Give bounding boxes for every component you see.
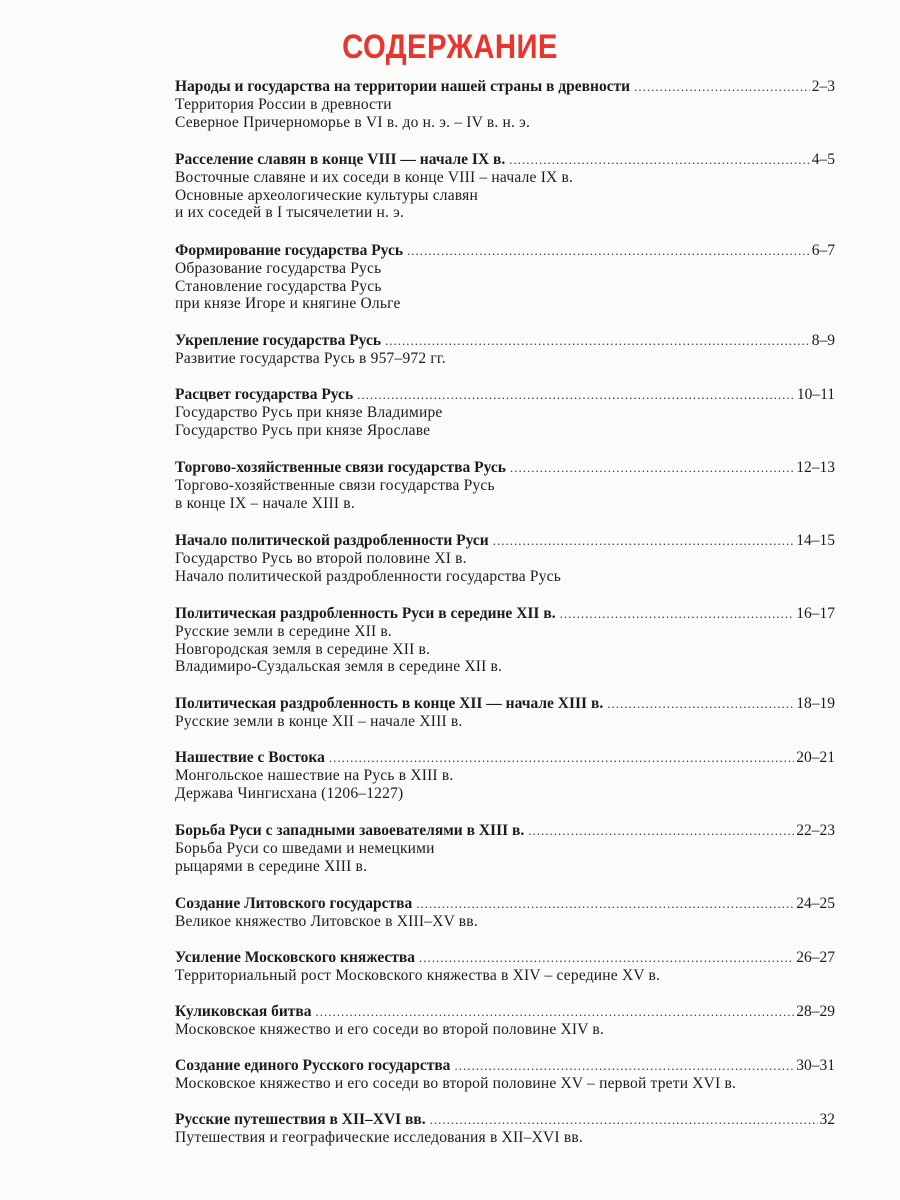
toc-page-number: 18–19 — [796, 695, 835, 712]
toc-subtopic: Путешествия и географические исследования в XII–XVI вв. — [175, 1129, 583, 1146]
toc-heading-row — [175, 1057, 835, 1075]
dot-leader — [329, 749, 794, 767]
toc-heading-row — [175, 822, 835, 840]
toc-heading-row — [175, 949, 835, 967]
toc-page-number: 16–17 — [796, 605, 835, 622]
toc-subtopic: Государство Русь при князе Владимире — [175, 404, 443, 421]
toc-subtopic: Русские земли в конце XII – начале XIII в. — [175, 713, 463, 730]
toc-page-number: 24–25 — [796, 895, 835, 912]
toc-subtopic: Московское княжество и его соседи во второй половине XV – первой трети XVI в. — [175, 1075, 737, 1092]
toc-page-number: 26–27 — [796, 949, 835, 966]
toc-subtopic: при князе Игоре и княгине Ольге — [175, 295, 401, 312]
dot-leader — [454, 1057, 794, 1075]
toc-heading: Расселение славян в конце VIII — начале IX в. — [175, 151, 506, 168]
toc-heading-row — [175, 695, 835, 713]
toc-subtopic: Образование государства Русь — [175, 260, 382, 277]
toc-heading-row — [175, 532, 835, 550]
toc-page-number: 28–29 — [796, 1003, 835, 1020]
toc-entry — [175, 695, 835, 731]
toc-heading: Расцвет государства Русь — [175, 386, 354, 403]
toc-subtopic: Государство Русь при князе Ярославе — [175, 421, 431, 439]
toc-subtopic: Торгово-хозяйственные связи государства Русь — [175, 477, 495, 494]
dot-leader — [407, 242, 810, 260]
toc-entry — [175, 895, 835, 931]
toc-page-number: 30–31 — [796, 1057, 835, 1074]
toc-subtopic: Новгородская земля в середине XII в. — [175, 640, 431, 658]
toc-entry — [175, 532, 835, 585]
dot-leader — [419, 949, 794, 967]
dot-leader — [385, 332, 810, 350]
toc-subtopic: Борьба Руси со шведами и немецкими — [175, 840, 435, 857]
toc-heading-row — [175, 332, 835, 350]
toc-heading-row — [175, 459, 835, 477]
toc-heading-row — [175, 1003, 835, 1021]
toc-subtopic: в конце IX – начале XIII в. — [175, 494, 355, 512]
toc-heading-row — [175, 605, 835, 623]
toc-entry — [175, 822, 835, 875]
toc-heading: Политическая раздробленность в конце XII — начале XIII в. — [175, 695, 604, 712]
dot-leader — [430, 1111, 818, 1129]
toc-heading: Торгово-хозяйственные связи государства Русь — [175, 459, 506, 476]
toc-page-number: 10–11 — [796, 386, 835, 403]
toc-entry — [175, 242, 835, 313]
toc-subtopic: рыцарями в середине XIII в. — [175, 857, 368, 875]
toc-subtopic: Великое княжество Литовское в XIII–XV вв. — [175, 913, 478, 930]
toc-subtopic: Основные археологические культуры славян — [175, 186, 478, 204]
toc-heading: Создание Литовского государства — [175, 895, 413, 912]
toc-heading-row — [175, 749, 835, 767]
toc-entry — [175, 78, 835, 131]
toc-subtopic: Русские земли в середине XII в. — [175, 623, 393, 640]
toc-heading: Нашествие с Востока — [175, 749, 325, 766]
dot-leader — [634, 78, 810, 96]
toc-subtopic: Территория России в древности — [175, 96, 392, 113]
toc-subtopic: Развитие государства Русь в 957–972 гг. — [175, 350, 446, 367]
toc-heading: Формирование государства Русь — [175, 242, 404, 259]
toc-subtopic: Северное Причерноморье в VI в. до н. э. – IV в. н. э. — [175, 113, 531, 131]
dot-leader — [560, 605, 795, 623]
toc-page-number: 20–21 — [796, 749, 835, 766]
toc-heading: Куликовская битва — [175, 1003, 312, 1020]
dot-leader — [416, 895, 794, 913]
toc-page-number: 8–9 — [811, 332, 835, 349]
toc-entry — [175, 459, 835, 512]
page-title: СОДЕРЖАНИЕ — [342, 28, 558, 66]
toc-subtopic: и их соседей в I тысячелетии н. э. — [175, 204, 405, 221]
dot-leader — [510, 459, 794, 477]
dot-leader — [607, 695, 794, 713]
toc-page-number: 22–23 — [796, 822, 835, 839]
toc-heading-row — [175, 78, 835, 96]
toc-subtopic: Восточные славяне и их соседи в конце VIII – начале IX в. — [175, 169, 574, 186]
toc-subtopic: Московское княжество и его соседи во второй половине XIV в. — [175, 1021, 605, 1038]
toc-subtopic: Монгольское нашествие на Русь в XIII в. — [175, 767, 454, 784]
toc-entry — [175, 1111, 835, 1147]
dot-leader — [528, 822, 794, 840]
toc-heading: Усиление Московского княжества — [175, 949, 416, 966]
toc-subtopic: Территориальный рост Московского княжества в XIV – середине XV в. — [175, 967, 661, 984]
dot-leader — [493, 532, 795, 550]
dot-leader — [357, 386, 795, 404]
toc-entry — [175, 1057, 835, 1093]
toc-page-number: 2–3 — [811, 78, 835, 95]
toc-entry — [175, 332, 835, 368]
toc-heading: Борьба Руси с западными завоевателями в XIII в. — [175, 822, 525, 839]
toc-heading-row — [175, 386, 835, 404]
toc-page-number: 4–5 — [811, 151, 835, 168]
toc-page-number: 6–7 — [811, 242, 835, 259]
dot-leader — [509, 151, 809, 169]
toc-heading: Народы и государства на территории нашей страны в древности — [175, 78, 631, 95]
toc-heading: Начало политической раздробленности Руси — [175, 532, 489, 549]
toc-heading-row — [175, 895, 835, 913]
toc-heading: Создание единого Русского государства — [175, 1057, 451, 1074]
toc-subtopic: Держава Чингисхана (1206–1227) — [175, 784, 404, 802]
toc-heading: Политическая раздробленность Руси в середине XII в. — [175, 605, 556, 622]
dot-leader — [316, 1003, 795, 1021]
toc-entry — [175, 1003, 835, 1039]
toc-page-number: 12–13 — [796, 459, 835, 476]
toc-subtopic: Становление государства Русь — [175, 277, 382, 295]
toc-heading-row — [175, 242, 835, 260]
toc-heading-row — [175, 1111, 835, 1129]
toc-subtopic: Владимиро-Суздальская земля в середине XII в. — [175, 658, 503, 675]
toc-entry — [175, 749, 835, 802]
toc-subtopic: Государство Русь во второй половине XI в. — [175, 550, 467, 567]
toc-entry — [175, 605, 835, 676]
toc-heading: Русские путешествия в XII–XVI вв. — [175, 1111, 426, 1128]
toc-page-number: 32 — [819, 1111, 835, 1128]
toc-page-number: 14–15 — [796, 532, 835, 549]
toc-heading: Укрепление государства Русь — [175, 332, 382, 349]
toc-entry — [175, 386, 835, 439]
toc-heading-row — [175, 151, 835, 169]
toc-entry — [175, 151, 835, 222]
toc-entry — [175, 949, 835, 985]
toc-subtopic: Начало политической раздробленности государства Русь — [175, 567, 562, 585]
